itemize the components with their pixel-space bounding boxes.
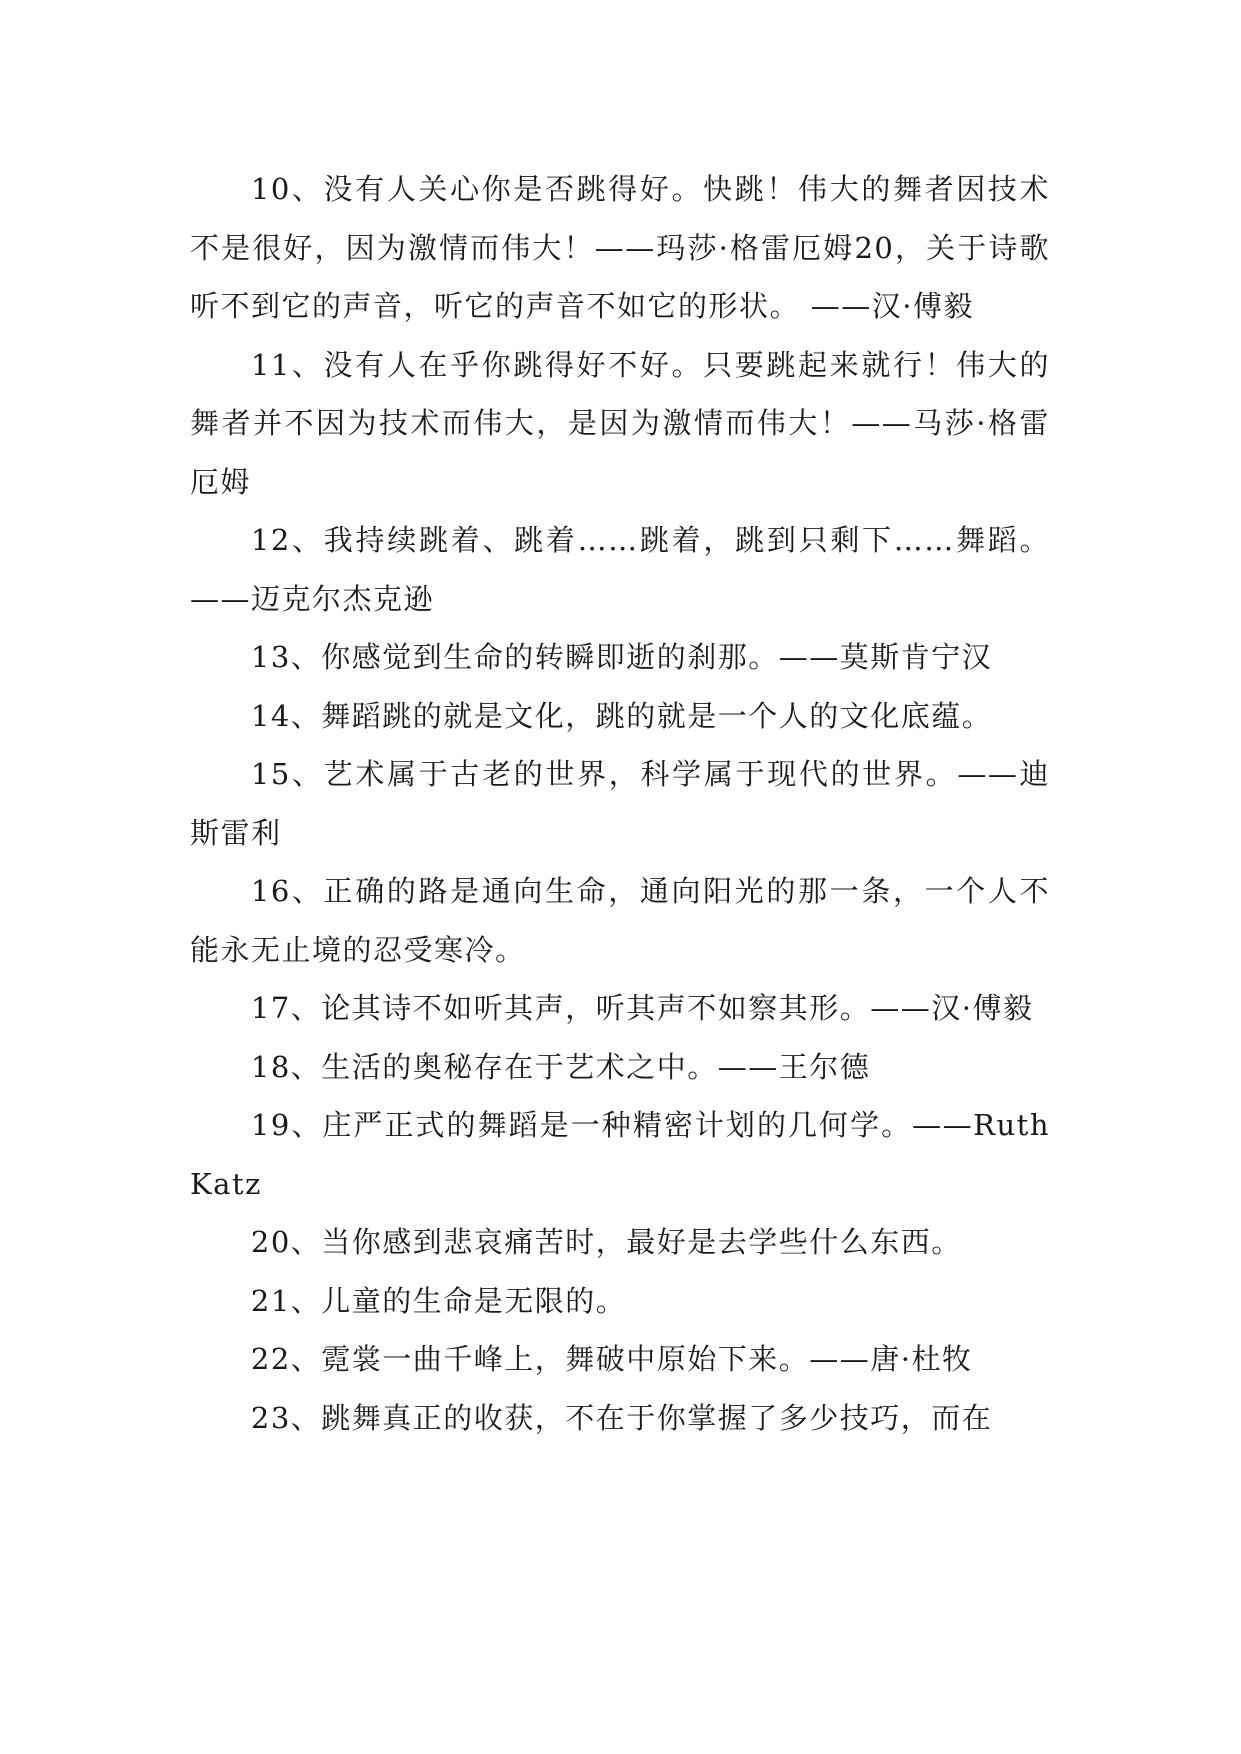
quote-paragraph-22: 22、霓裳一曲千峰上，舞破中原始下来。——唐·杜牧 [250, 1342, 973, 1376]
quote-paragraph-11: 11、没有人在乎你跳得好不好。只要跳起来就行！伟大的舞者并不因为技术而伟大，是因为激情而伟大！——马莎·格雷厄姆 [190, 347, 1050, 499]
quote-paragraph-14: 14、舞蹈跳的就是文化，跳的就是一个人的文化底蕴。 [250, 698, 993, 733]
quote-paragraph-12: 12、我持续跳着、跳着……跳着，跳到只剩下……舞蹈。——迈克尔杰克逊 [190, 523, 1050, 616]
quote-list [190, 160, 1050, 1447]
quote-paragraph-19: 19、庄严正式的舞蹈是一种精密计划的几何学。——Ruth Katz [190, 1108, 1050, 1201]
quote-paragraph-10: 10、没有人关心你是否跳得好。快跳！伟大的舞者因技术不是很好，因为激情而伟大！——玛莎·格雷厄姆20，关于诗歌听不到它的声音，听它的声音不如它的形状。 ——汉·傅毅 [190, 172, 1050, 323]
quote-paragraph-18: 18、生活的奥秘存在于艺术之中。——王尔德 [250, 1049, 871, 1084]
quote-paragraph-23: 23、跳舞真正的收获，不在于你掌握了多少技巧，而在 [250, 1400, 993, 1435]
quote-paragraph-21: 21、儿童的生命是无限的。 [250, 1283, 627, 1318]
quote-paragraph-15: 15、艺术属于古老的世界，科学属于现代的世界。——迪斯雷利 [190, 757, 1050, 850]
quote-paragraph-17: 17、论其诗不如听其声，听其声不如察其形。——汉·傅毅 [250, 991, 1034, 1025]
quote-paragraph-16: 16、正确的路是通向生命，通向阳光的那一条，一个人不能永无止境的忍受寒冷。 [190, 874, 1050, 967]
quote-paragraph-20: 20、当你感到悲哀痛苦时，最好是去学些什么东西。 [250, 1225, 962, 1259]
quote-paragraph-13: 13、你感觉到生命的转瞬即逝的刹那。——莫斯肯宁汉 [250, 640, 993, 674]
